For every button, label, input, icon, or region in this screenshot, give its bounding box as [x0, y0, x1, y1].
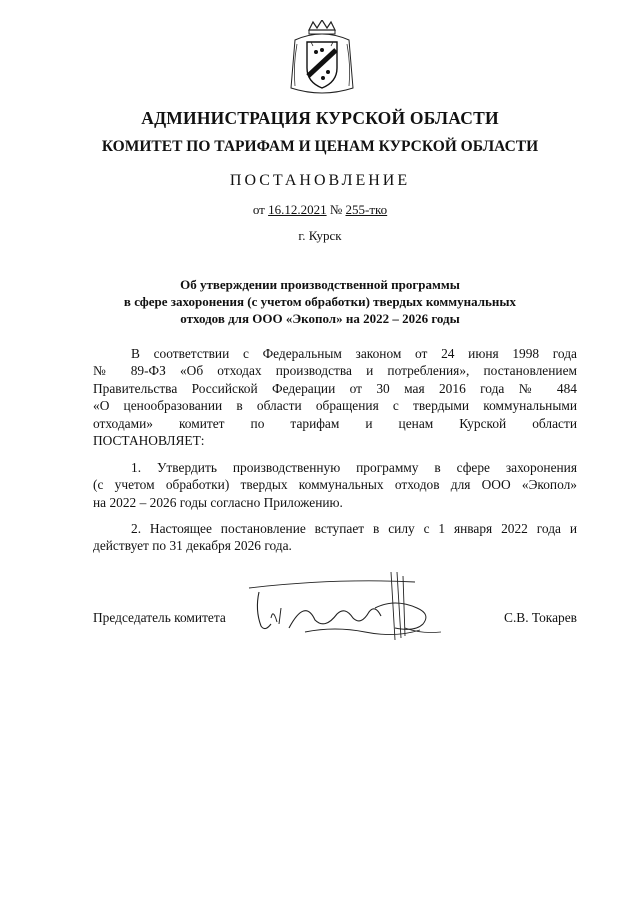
- signatory-position: Председатель комитета: [93, 610, 226, 625]
- text-line: № 89-ФЗ «Об отходах производства и потребления», постановлением: [93, 363, 577, 379]
- text-line: действует по 31 декабря 2026 года.: [93, 538, 292, 554]
- text-line: «О ценообразовании в области обращения с твердыми коммунальными: [93, 398, 577, 414]
- document-number: 255-тко: [345, 202, 388, 217]
- document-type: ПОСТАНОВЛЕНИЕ: [229, 172, 411, 189]
- handwritten-signature: [245, 568, 445, 648]
- title-line: Об утверждении производственной программы: [180, 277, 460, 292]
- city: г. Курск: [298, 228, 342, 243]
- date-number-line: [0, 202, 640, 218]
- paragraph-item-1: [93, 459, 577, 511]
- paragraph-preamble: [93, 345, 577, 449]
- signatory-name: С.В. Токарев: [504, 610, 577, 625]
- document-date: 16.12.2021: [268, 202, 327, 217]
- org-sub-title: КОМИТЕТ ПО ТАРИФАМ И ЦЕНАМ КУРСКОЙ ОБЛАСТИ: [101, 138, 539, 155]
- title-line: отходов для ООО «Экопол» на 2022 – 2026 годы: [180, 311, 460, 326]
- document-title: [0, 276, 640, 327]
- number-prefix: №: [329, 202, 343, 217]
- paragraph-item-2: [93, 520, 577, 555]
- title-line: в сфере захоронения (с учетом обработки) твердых коммунальных: [123, 294, 517, 309]
- text-line: В соответствии с Федеральным законом от 24 июня 1998 года: [131, 346, 577, 361]
- text-line: ПОСТАНОВЛЯЕТ:: [93, 433, 205, 449]
- org-main-title: АДМИНИСТРАЦИЯ КУРСКОЙ ОБЛАСТИ: [141, 108, 499, 128]
- text-line: 1. Утвердить производственную программу в сфере захоронения: [131, 460, 577, 475]
- text-line: отходами» комитет по тарифам и ценам Курской области: [93, 415, 577, 431]
- text-line: (с учетом обработки) твердых коммунальных отходов для ООО «Экопол»: [93, 477, 577, 493]
- text-line: 2. Настоящее постановление вступает в силу с 1 января 2022 года и: [131, 521, 577, 536]
- text-line: на 2022 – 2026 годы согласно Приложению.: [93, 494, 343, 510]
- coat-of-arms-icon: [287, 20, 357, 98]
- text-line: Правительства Российской Федерации от 30 мая 2016 года № 484: [93, 380, 577, 396]
- date-prefix: от: [252, 202, 265, 217]
